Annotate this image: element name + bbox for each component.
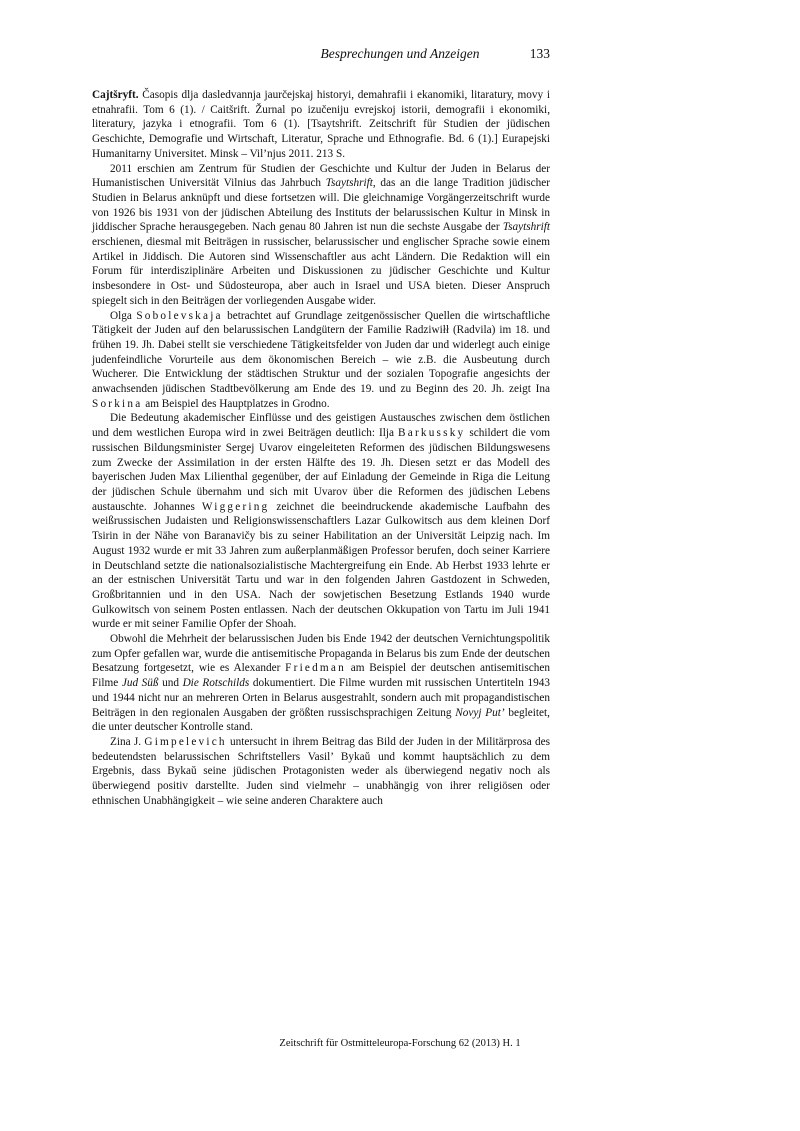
text-run: begleitet, die unter deutscher Kontrolle stand. bbox=[92, 706, 550, 734]
text-run: Zina J. bbox=[110, 735, 145, 748]
text-run: schildert die vom russischen Bildungsminister Sergej Uvarov eingeleiteten Reformen des jüdischen Bildungswesens zum Zwecke der Assimilation in der ersten Hälfte des 19. Jh. Diesen setzt er das Modell des bayerischen Juden Max Lilienthal gegenüber, der auf Einladung der Gemeinde in Riga die Leitung der jüdischen Schule übernahm und sich mit Uvarov über die Reformen des jüdischen Lebens austauschte. Johannes bbox=[92, 427, 550, 513]
text-run: , das an die lange Tradition jüdischer Studien in Belarus anknüpft und diese fortsetzen will. Die gleichnamige Vorgängerzeitschrift wurde von 1926 bis 1931 von der jüdischen Abteilung des Instituts der belarussischen Kultur in Minsk in jiddischer Sprache herausgegeben. Nach genau 80 Jahren ist nun die sechste Ausgabe der bbox=[92, 177, 550, 234]
text-run: untersucht in ihrem Beitrag das Bild der Juden in der Militärprosa des bedeutendsten belarussischen Schriftstellers Vasil’ Bykaŭ und kommt hauptsächlich zu dem Ergebnis, dass Bykaŭ seine jüdischen Protagonisten weder als überwiegend negativ noch als überwiegend positiv darstellte. Juden sind vielmehr – unabhängig von ihrer religiösen oder ethnischen Unabhängigkeit – wie seine anderen Charaktere auch bbox=[92, 735, 550, 807]
text-run: und bbox=[158, 677, 183, 690]
running-head bbox=[0, 46, 800, 64]
text-run: am Beispiel der deutschen antisemitischen Filme bbox=[92, 662, 550, 690]
journal-footer: Zeitschrift für Ostmitteleuropa-Forschung 62 (2013) H. 1 bbox=[279, 1038, 521, 1049]
text-run: erschienen, diesmal mit Beiträgen in russischer, belarussischer und englischer Sprache sowie einem Artikel in Jiddisch. Die Autoren sind Wissenschaftler aus acht Ländern. Die Redaktion will ein Forum für interdisziplinäre Arbeiten und Diskussionen zu jüdischer Geschichte und Kultur insbesondere in Ost- und Südosteuropa, aber auch in Israel und USA bieten. Dieser Anspruch spiegelt sich in den Beiträgen der vorliegenden Ausgabe wider. bbox=[92, 236, 550, 307]
author-name: Sorkina bbox=[92, 397, 143, 410]
paragraph-5 bbox=[92, 735, 550, 809]
film-title: Die Rotschilds bbox=[182, 677, 250, 690]
page-number: 133 bbox=[529, 46, 550, 61]
bibliographic-entry bbox=[92, 88, 550, 162]
entry-citation: Časopis dlja dasledvannja jaurčejskaj historyi, demahrafii i ekanomiki, litaraturу, movy i etnahrafii. Tom 6 (1). / Caitšrift. Žurnal po izučeniju evrejskoj istorii, demografii i ekonomiki, literatury, jazyka i etnografii. Tom 6 (1). [Tsaytshrift. Zeitschrift für Studien der jüdischen Geschichte, Demografie und Wirtschaft, Literatur, Sprache und Ethnografie. Bd. 6 (1).] Eurapejski Humanitarny Universitet. Minsk – Vil’njus 2011. 213 S. bbox=[92, 89, 550, 160]
newspaper-title: Novyj Put’ bbox=[455, 706, 505, 719]
text-run: 2011 erschien am Zentrum für Studien der Geschichte und Kultur der Juden in Belarus der Humanistischen Universität Vilnius das Jahrbuch bbox=[92, 162, 550, 190]
author-name: Wiggering bbox=[201, 500, 270, 513]
text-run: am Beispiel des Hauptplatzes in Grodno. bbox=[142, 397, 330, 410]
text-run: zeichnet die beeindruckende akademische Laufbahn des weißrussischen Judaisten und Religionswissenschaftlers Lazar Gulkowitsch aus dem kleinen Dorf Tsirin in der Nähe von Baranavičy bis zu seiner Habilitation an der Universität Leipzig nach. Im August 1932 wurde er mit 33 Jahren zum außerplanmäßigen Professor berufen, doch seiner Karriere in Deutschland setzte die nationalsozialistische Machtergreifung ein Ende. Ab Herbst 1933 lehrte er an der estnischen Universität Tartu und war in den folgenden Jahren Gastdozent in Schweden, Großbritannien und in den USA. Nach der sowjetischen Besetzung Estlands 1940 wurde Gulkowitsch von seinem Posten entlassen. Nach der deutschen Okkupation von Tartu im Juli 1941 wurde er mit seiner Familie Opfer der Shoah. bbox=[92, 500, 550, 631]
paragraph-4 bbox=[92, 632, 550, 735]
film-title: Jud Süß bbox=[121, 677, 159, 690]
journal-title: Tsaytshrift bbox=[502, 221, 550, 234]
author-name: Sobolevskaja bbox=[136, 309, 223, 322]
author-name: Gimpelevich bbox=[144, 735, 227, 748]
text-run: betrachtet auf Grundlage zeitgenössischer Quellen die wirtschaftliche Tätigkeit der Juden auf den belarussischen Landgütern der Familie Radziwiłł (Radvila) im 18. und frühen 19. Jh. Dabei stellt sie verschiedene Tätigkeitsfelder von Juden dar und widerlegt auch einige judenfeindliche Vorurteile aus dem ökonomischen Bereich – wie z.B. die Ausbeutung durch Wucherer. Die Entwicklung der städtischen Struktur und der sozialen Topografie angesichts der anwachsenden jüdischen Stadtbevölkerung am Ende des 19. und zu Beginn des 20. Jh. zeigt Ina bbox=[92, 309, 550, 396]
text-run: Die Bedeutung akademischer Einflüsse und des geistigen Austausches zwischen dem östlichen und dem westlichen Europa wird in zwei Beiträgen deutlich: Ilja bbox=[92, 412, 550, 440]
review-body bbox=[92, 88, 550, 808]
entry-headword: Cajtšryft. bbox=[92, 89, 139, 101]
paragraph-1 bbox=[92, 162, 550, 309]
paragraph-2 bbox=[92, 309, 550, 412]
journal-title: Tsaytshrift bbox=[325, 177, 373, 190]
text-run: dokumentiert. Die Filme wurden mit russischen Untertiteln 1943 und 1944 nicht nur an mehreren Orten in Belarus ausgestrahlt, sondern auch mit propagandistischen Beiträgen in den regionalen Ausgaben der größten russischsprachigen Zeitung bbox=[92, 677, 550, 719]
text-run: Olga bbox=[110, 309, 137, 322]
running-head-title: Besprechungen und Anzeigen bbox=[320, 46, 480, 61]
paragraph-3 bbox=[92, 411, 550, 632]
author-name: Barkussky bbox=[398, 427, 466, 440]
author-name: Friedman bbox=[285, 662, 346, 675]
text-run: Obwohl die Mehrheit der belarussischen Juden bis Ende 1942 der deutschen Vernichtungspolitik zum Opfer gefallen war, wurde die antisemitische Propaganda in Belarus bis zum Ende der deutschen Besatzung fortgesetzt, wie es Alexander bbox=[92, 633, 550, 675]
